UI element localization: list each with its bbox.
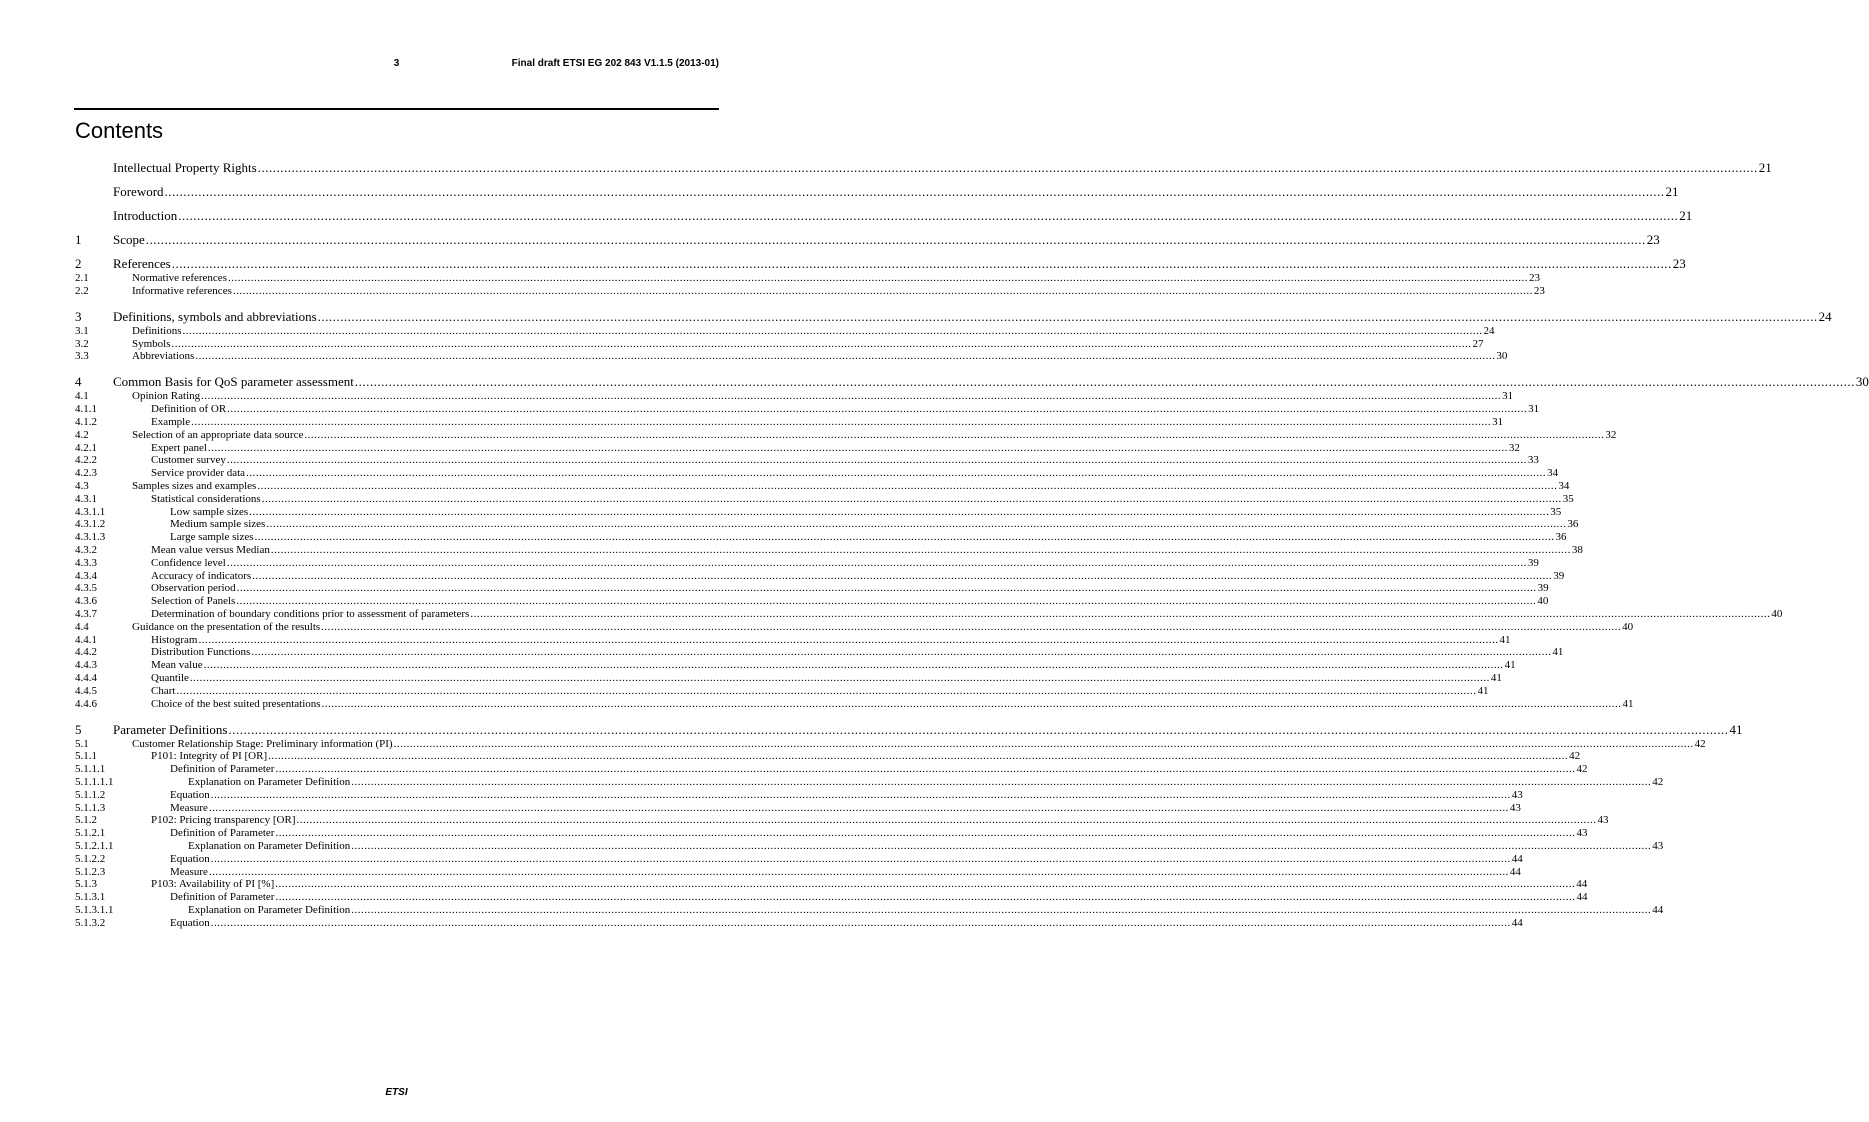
toc-entry-page: 43 [1511, 788, 1523, 801]
toc-entry-number: 4.3.1 [75, 492, 97, 505]
toc-entry-page: 42 [1576, 763, 1588, 776]
toc-entry[interactable] [75, 531, 1567, 544]
toc-entry-page: 32 [1508, 441, 1520, 454]
toc-entry-page: 23 [1672, 256, 1686, 271]
toc-entry-page: 44 [1576, 878, 1588, 891]
toc-entry-number: 5.1 [75, 737, 89, 750]
toc-entry[interactable] [75, 337, 1484, 350]
toc-entry-title: Foreword [113, 184, 164, 199]
toc-dot-leader: ................................................................................................................................................................................................................................................................................................................................................................................................................ [257, 480, 1558, 492]
toc-entry-number: 5.1.2.3 [75, 865, 106, 878]
toc-entry-page: 41 [1729, 721, 1743, 737]
toc-entry-number: 3 [75, 308, 82, 324]
toc-entry-number: 4.2.2 [75, 454, 97, 467]
toc-dot-leader: ................................................................................................................................................................................................................................................................................................................................................................................................................ [236, 582, 1537, 595]
toc-dot-leader: ................................................................................................................................................................................................................................................................................................................................................................................................................ [195, 350, 1496, 363]
toc-entry-title: Distribution Functions [151, 646, 251, 659]
toc-entry-title: Equation [170, 916, 210, 929]
toc-entry-page: 35 [1550, 505, 1562, 518]
toc-entry-page: 23 [1646, 232, 1660, 247]
toc-entry[interactable] [75, 763, 1588, 776]
toc-dot-leader: ................................................................................................................................................................................................................................................................................................................................................................................................................ [228, 721, 1729, 737]
toc-entry-page: 41 [1552, 646, 1564, 659]
toc-entry-number: 4.3.4 [75, 569, 97, 582]
toc-entry-title: Scope [113, 232, 145, 247]
toc-entry[interactable] [75, 454, 1539, 467]
toc-entry-title: Intellectual Property Rights [113, 160, 257, 175]
toc-entry-title: P102: Pricing transparency [OR] [151, 814, 296, 827]
toc-dot-leader: ................................................................................................................................................................................................................................................................................................................................................................................................................ [178, 208, 1679, 223]
toc-entry-page: 32 [1605, 428, 1617, 441]
toc-entry[interactable] [75, 284, 1545, 297]
toc-dot-leader: ................................................................................................................................................................................................................................................................................................................................................................................................................ [321, 620, 1622, 633]
toc-entry[interactable] [75, 620, 1634, 633]
toc-entry-title: Abbreviations [132, 350, 195, 363]
toc-entry-title: Definition of OR [151, 403, 227, 416]
toc-dot-leader: ................................................................................................................................................................................................................................................................................................................................................................................................................ [354, 374, 1855, 390]
toc-entry-title: Definitions, symbols and abbreviations [113, 308, 317, 324]
toc-entry[interactable] [75, 608, 1783, 620]
toc-dot-leader: ................................................................................................................................................................................................................................................................................................................................................................................................................ [275, 763, 1576, 776]
toc-entry-page: 43 [1509, 801, 1521, 814]
toc-entry-page: 31 [1502, 390, 1514, 403]
toc-entry[interactable] [75, 827, 1588, 840]
toc-entry-number: 3.3 [75, 350, 89, 363]
toc-entry-number: 4.2.3 [75, 467, 97, 480]
toc-entry-page: 38 [1571, 544, 1583, 556]
toc-dot-leader: ................................................................................................................................................................................................................................................................................................................................................................................................................ [257, 160, 1758, 175]
toc-entry-title: Histogram [151, 633, 198, 646]
header-document-title: Final draft ETSI EG 202 843 V1.1.5 (2013-01) [511, 58, 719, 69]
toc-dot-leader: ................................................................................................................................................................................................................................................................................................................................................................................................................ [351, 776, 1652, 788]
toc-entry[interactable] [75, 208, 1693, 224]
toc-entry-page: 21 [1665, 184, 1679, 199]
toc-entry[interactable] [75, 684, 1489, 697]
toc-entry[interactable] [75, 865, 1521, 878]
toc-entry[interactable] [75, 256, 1686, 272]
toc-entry-title: Explanation on Parameter Definition [188, 840, 351, 852]
header-page-number: 3 [393, 58, 400, 69]
toc-entry-page: 24 [1483, 324, 1495, 337]
toc-dot-leader: ................................................................................................................................................................................................................................................................................................................................................................................................................ [210, 916, 1511, 929]
toc-entry[interactable] [75, 697, 1634, 710]
toc-dot-leader: ................................................................................................................................................................................................................................................................................................................................................................................................................ [201, 390, 1502, 403]
toc-entry-number: 2.2 [75, 284, 89, 297]
toc-dot-leader: ................................................................................................................................................................................................................................................................................................................................................................................................................ [261, 492, 1562, 505]
toc-entry-title: Symbols [132, 337, 171, 350]
toc-entry[interactable] [75, 840, 1664, 852]
toc-entry-title: Selection of Panels [151, 595, 236, 608]
toc-entry-page: 43 [1597, 814, 1609, 827]
toc-entry-number: 4.3.3 [75, 556, 97, 569]
toc-dot-leader: ................................................................................................................................................................................................................................................................................................................................................................................................................ [351, 904, 1652, 916]
toc-entry-number: 4.4 [75, 620, 89, 633]
toc-entry-title: Choice of the best suited presentations [151, 697, 321, 710]
toc-entry-page: 40 [1622, 620, 1634, 633]
toc-entry-page: 23 [1533, 284, 1545, 297]
toc-dot-leader: ................................................................................................................................................................................................................................................................................................................................................................................................................ [268, 750, 1569, 763]
toc-entry[interactable] [75, 556, 1539, 569]
toc-entry-page: 31 [1528, 403, 1540, 416]
toc-entry-page: 44 [1652, 904, 1664, 916]
toc-entry[interactable] [75, 441, 1520, 454]
toc-entry[interactable] [75, 518, 1579, 531]
toc-entry-title: Parameter Definitions [113, 721, 228, 737]
toc-entry-number: 2 [75, 256, 82, 271]
toc-entry-title: Chart [151, 684, 176, 697]
toc-entry-page: 41 [1622, 697, 1634, 710]
toc-entry-title: Example [151, 416, 191, 428]
toc-entry[interactable] [75, 390, 1514, 403]
toc-entry-number: 5.1.2.2 [75, 852, 106, 865]
toc-entry-title: Normative references [132, 272, 227, 284]
toc-entry[interactable] [75, 467, 1559, 480]
toc-entry-title: Customer Relationship Stage: Preliminary information (PI) [132, 737, 393, 750]
toc-entry[interactable] [75, 878, 1588, 891]
toc-entry-page: 21 [1679, 208, 1693, 223]
toc-entry-title: Mean value versus Median [151, 544, 270, 556]
toc-entry-page: 44 [1509, 865, 1521, 878]
toc-entry[interactable] [75, 814, 1609, 827]
toc-entry-number: 4.3.6 [75, 595, 97, 608]
toc-entry-number: 5.1.1.2 [75, 788, 106, 801]
toc-entry-title: P101: Integrity of PI [OR] [151, 750, 268, 763]
toc-entry-page: 36 [1567, 518, 1579, 531]
toc-entry-title: Customer survey [151, 454, 226, 467]
footer-etsi: ETSI [385, 1087, 408, 1098]
toc-dot-leader: ................................................................................................................................................................................................................................................................................................................................................................................................................ [252, 569, 1553, 582]
toc-entry-page: 41 [1504, 659, 1516, 672]
toc-entry-page: 23 [1528, 272, 1540, 284]
toc-dot-leader: ................................................................................................................................................................................................................................................................................................................................................................................................................ [266, 518, 1567, 531]
toc-entry-title: Equation [170, 788, 210, 801]
toc-entry-number: 5 [75, 721, 82, 737]
toc-entry-title: Definition of Parameter [170, 827, 275, 840]
toc-dot-leader: ................................................................................................................................................................................................................................................................................................................................................................................................................ [270, 544, 1571, 556]
toc-entry-page: 30 [1496, 350, 1508, 363]
toc-entry[interactable] [75, 776, 1664, 788]
toc-entry[interactable] [75, 672, 1502, 684]
toc-dot-leader: ................................................................................................................................................................................................................................................................................................................................................................................................................ [208, 801, 1509, 814]
toc-dot-leader: ................................................................................................................................................................................................................................................................................................................................................................................................................ [227, 272, 1528, 284]
toc-entry-title: Explanation on Parameter Definition [188, 776, 351, 788]
toc-entry-title: Observation period [151, 582, 236, 595]
toc-entry[interactable] [75, 916, 1523, 929]
toc-dot-leader: ................................................................................................................................................................................................................................................................................................................................................................................................................ [236, 595, 1537, 608]
toc-entry-page: 36 [1555, 531, 1567, 544]
toc-entry-title: Measure [170, 801, 208, 814]
toc-entry-number: 5.1.2 [75, 814, 97, 827]
toc-entry-title: Measure [170, 865, 208, 878]
toc-entry-page: 30 [1855, 374, 1869, 390]
toc-dot-leader: ................................................................................................................................................................................................................................................................................................................................................................................................................ [207, 441, 1508, 454]
toc-entry-page: 42 [1652, 776, 1664, 788]
toc-entry-title: Guidance on the presentation of the results [132, 620, 321, 633]
toc-dot-leader: ................................................................................................................................................................................................................................................................................................................................................................................................................ [227, 403, 1528, 416]
toc-entry-number: 5.1.1.1 [75, 763, 106, 776]
toc-entry-number: 4.3.1.1 [75, 505, 106, 518]
toc-entry[interactable] [75, 160, 1772, 176]
toc-entry-page: 40 [1771, 608, 1783, 620]
toc-entry-title: Medium sample sizes [170, 518, 266, 531]
toc-entry-page: 31 [1492, 416, 1504, 428]
toc-dot-leader: ................................................................................................................................................................................................................................................................................................................................................................................................................ [470, 608, 1771, 620]
toc-entry-page: 35 [1562, 492, 1574, 505]
toc-entry-title: Statistical considerations [151, 492, 261, 505]
toc-entry[interactable] [75, 750, 1581, 763]
toc-entry[interactable] [75, 505, 1562, 518]
toc-entry-number: 4.2 [75, 428, 89, 441]
toc-entry-page: 43 [1652, 840, 1664, 852]
toc-entry[interactable] [75, 428, 1617, 441]
toc-entry[interactable] [75, 633, 1511, 646]
toc-entry[interactable] [75, 801, 1521, 814]
toc-entry-number: 5.1.1 [75, 750, 97, 763]
toc-entry-page: 41 [1499, 633, 1511, 646]
toc-entry-title: Definition of Parameter [170, 891, 275, 904]
toc-entry[interactable] [75, 492, 1574, 505]
toc-entry-page: 27 [1472, 337, 1484, 350]
toc-dot-leader: ................................................................................................................................................................................................................................................................................................................................................................................................................ [210, 788, 1511, 801]
header-rule [74, 108, 719, 110]
toc-dot-leader: ................................................................................................................................................................................................................................................................................................................................................................................................................ [249, 505, 1550, 518]
toc-dot-leader: ................................................................................................................................................................................................................................................................................................................................................................................................................ [171, 256, 1672, 271]
toc-dot-leader: ................................................................................................................................................................................................................................................................................................................................................................................................................ [351, 840, 1652, 852]
toc-dot-leader: ................................................................................................................................................................................................................................................................................................................................................................................................................ [393, 737, 1694, 750]
toc-entry-number: 2.1 [75, 272, 89, 284]
toc-entry-title: Introduction [113, 208, 178, 223]
toc-entry[interactable] [75, 350, 1508, 363]
toc-entry-number: 4 [75, 374, 82, 390]
toc-dot-leader: ................................................................................................................................................................................................................................................................................................................................................................................................................ [191, 416, 1492, 428]
toc-entry-number: 4.4.5 [75, 684, 97, 697]
toc-entry-number: 4.1.2 [75, 416, 97, 428]
toc-entry[interactable] [75, 232, 1660, 248]
toc-dot-leader: ................................................................................................................................................................................................................................................................................................................................................................................................................ [254, 531, 1555, 544]
toc-entry[interactable] [75, 544, 1583, 556]
toc-entry[interactable] [75, 595, 1549, 608]
toc-entry-title: Equation [170, 852, 210, 865]
toc-entry-number: 5.1.1.3 [75, 801, 106, 814]
toc-entry-page: 21 [1758, 160, 1772, 175]
toc-entry-title: References [113, 256, 171, 271]
toc-entry[interactable] [75, 480, 1570, 492]
toc-entry-number: 4.3.7 [75, 608, 97, 620]
toc-entry[interactable] [75, 721, 1743, 738]
toc-dot-leader: ................................................................................................................................................................................................................................................................................................................................................................................................................ [317, 308, 1818, 324]
toc-entry[interactable] [75, 184, 1679, 200]
toc-entry-page: 34 [1547, 467, 1559, 480]
toc-entry-title: Confidence level [151, 556, 226, 569]
toc-entry-number: 4.4.2 [75, 646, 97, 659]
toc-dot-leader: ................................................................................................................................................................................................................................................................................................................................................................................................................ [232, 284, 1533, 297]
toc-entry-page: 33 [1527, 454, 1539, 467]
toc-entry-page: 39 [1553, 569, 1565, 582]
toc-entry-page: 24 [1818, 308, 1832, 324]
toc-entry-page: 44 [1576, 891, 1588, 904]
toc-dot-leader: ................................................................................................................................................................................................................................................................................................................................................................................................................ [275, 891, 1576, 904]
toc-entry-title: Mean value [151, 659, 203, 672]
toc-entry[interactable] [75, 374, 1869, 390]
toc-dot-leader: ................................................................................................................................................................................................................................................................................................................................................................................................................ [304, 428, 1605, 441]
toc-entry-page: 44 [1511, 916, 1523, 929]
toc-dot-leader: ................................................................................................................................................................................................................................................................................................................................................................................................................ [226, 556, 1527, 569]
toc-entry-page: 39 [1537, 582, 1549, 595]
toc-entry-number: 5.1.3.1 [75, 891, 106, 904]
toc-entry-page: 41 [1477, 684, 1489, 697]
toc-entry-title: Informative references [132, 284, 232, 297]
toc-entry-title: Determination of boundary conditions prior to assessment of parameters [151, 608, 470, 620]
toc-entry-number: 4.4.6 [75, 697, 97, 710]
toc-dot-leader: ................................................................................................................................................................................................................................................................................................................................................................................................................ [198, 633, 1499, 646]
toc-entry[interactable] [75, 582, 1549, 595]
toc-entry-number: 4.4.3 [75, 659, 97, 672]
toc-dot-leader: ................................................................................................................................................................................................................................................................................................................................................................................................................ [251, 646, 1552, 659]
toc-dot-leader: ................................................................................................................................................................................................................................................................................................................................................................................................................ [203, 659, 1504, 672]
toc-entry-number: 5.1.2.1.1 [75, 840, 114, 852]
toc-entry-page: 43 [1576, 827, 1588, 840]
toc-entry-number: 1 [75, 232, 82, 247]
toc-dot-leader: ................................................................................................................................................................................................................................................................................................................................................................................................................ [171, 337, 1472, 350]
toc-dot-leader: ................................................................................................................................................................................................................................................................................................................................................................................................................ [210, 852, 1511, 865]
toc-entry-title: Opinion Rating [132, 390, 201, 403]
toc-entry-page: 41 [1490, 672, 1502, 684]
toc-entry[interactable] [75, 569, 1565, 582]
toc-entry-page: 39 [1527, 556, 1539, 569]
toc-entry-title: P103: Availability of PI [%] [151, 878, 275, 891]
toc-entry[interactable] [75, 416, 1504, 428]
toc-dot-leader: ................................................................................................................................................................................................................................................................................................................................................................................................................ [145, 232, 1646, 247]
toc-entry-number: 5.1.3.2 [75, 916, 106, 929]
toc-entry[interactable] [75, 272, 1540, 284]
toc-entry[interactable] [75, 646, 1564, 659]
toc-entry[interactable] [75, 324, 1495, 337]
toc-entry-page: 34 [1558, 480, 1570, 492]
toc-entry-number: 4.3 [75, 480, 89, 492]
contents-heading: Contents [75, 118, 164, 143]
toc-entry-number: 4.4.4 [75, 672, 97, 684]
toc-dot-leader: ................................................................................................................................................................................................................................................................................................................................................................................................................ [275, 878, 1576, 891]
toc-dot-leader: ................................................................................................................................................................................................................................................................................................................................................................................................................ [208, 865, 1509, 878]
toc-entry[interactable] [75, 737, 1706, 750]
toc-entry-number: 4.3.5 [75, 582, 97, 595]
toc-entry-number: 4.3.1.2 [75, 518, 106, 531]
toc-entry-title: Low sample sizes [170, 505, 249, 518]
toc-entry[interactable] [75, 904, 1664, 916]
toc-entry-number: 4.4.1 [75, 633, 97, 646]
toc-entry-title: Common Basis for QoS parameter assessment [113, 374, 354, 390]
toc-entry-title: Definition of Parameter [170, 763, 275, 776]
toc-dot-leader: ................................................................................................................................................................................................................................................................................................................................................................................................................ [176, 684, 1477, 697]
toc-entry-number: 3.1 [75, 324, 89, 337]
toc-entry-number: 5.1.1.1.1 [75, 776, 114, 788]
toc-entry[interactable] [75, 403, 1540, 416]
toc-entry[interactable] [75, 308, 1832, 325]
toc-entry-title: Explanation on Parameter Definition [188, 904, 351, 916]
toc-dot-leader: ................................................................................................................................................................................................................................................................................................................................................................................................................ [164, 184, 1665, 199]
toc-entry-number: 4.3.2 [75, 544, 97, 556]
toc-entry-number: 3.2 [75, 337, 89, 350]
toc-entry-title: Large sample sizes [170, 531, 254, 544]
toc-entry-number: 4.2.1 [75, 441, 97, 454]
toc-entry[interactable] [75, 891, 1588, 904]
toc-dot-leader: ................................................................................................................................................................................................................................................................................................................................................................................................................ [296, 814, 1597, 827]
toc-entry-title: Expert panel [151, 441, 207, 454]
toc-entry-number: 4.3.1.3 [75, 531, 106, 544]
toc-dot-leader: ................................................................................................................................................................................................................................................................................................................................................................................................................ [275, 827, 1576, 840]
toc-entry-title: Quantile [151, 672, 189, 684]
toc-entry-number: 4.1.1 [75, 403, 97, 416]
toc-entry[interactable] [75, 852, 1523, 865]
toc-entry-title: Service provider data [151, 467, 246, 480]
toc-dot-leader: ................................................................................................................................................................................................................................................................................................................................................................................................................ [189, 672, 1490, 684]
toc-entry-page: 44 [1511, 852, 1523, 865]
toc-entry-title: Definitions [132, 324, 182, 337]
toc-entry-page: 42 [1569, 750, 1581, 763]
toc-entry-title: Accuracy of indicators [151, 569, 252, 582]
toc-entry[interactable] [75, 659, 1516, 672]
toc-entry-number: 4.1 [75, 390, 89, 403]
toc-entry-page: 40 [1537, 595, 1549, 608]
toc-dot-leader: ................................................................................................................................................................................................................................................................................................................................................................................................................ [226, 454, 1527, 467]
toc-entry-number: 5.1.3.1.1 [75, 904, 114, 916]
toc-entry-title: Selection of an appropriate data source [132, 428, 304, 441]
toc-entry-number: 5.1.3 [75, 878, 97, 891]
toc-entry-page: 42 [1694, 737, 1706, 750]
toc-dot-leader: ................................................................................................................................................................................................................................................................................................................................................................................................................ [246, 467, 1547, 480]
toc-entry[interactable] [75, 788, 1523, 801]
toc-dot-leader: ................................................................................................................................................................................................................................................................................................................................................................................................................ [182, 324, 1483, 337]
toc-entry-number: 5.1.2.1 [75, 827, 106, 840]
toc-dot-leader: ................................................................................................................................................................................................................................................................................................................................................................................................................ [321, 697, 1622, 710]
toc-entry-title: Samples sizes and examples [132, 480, 257, 492]
